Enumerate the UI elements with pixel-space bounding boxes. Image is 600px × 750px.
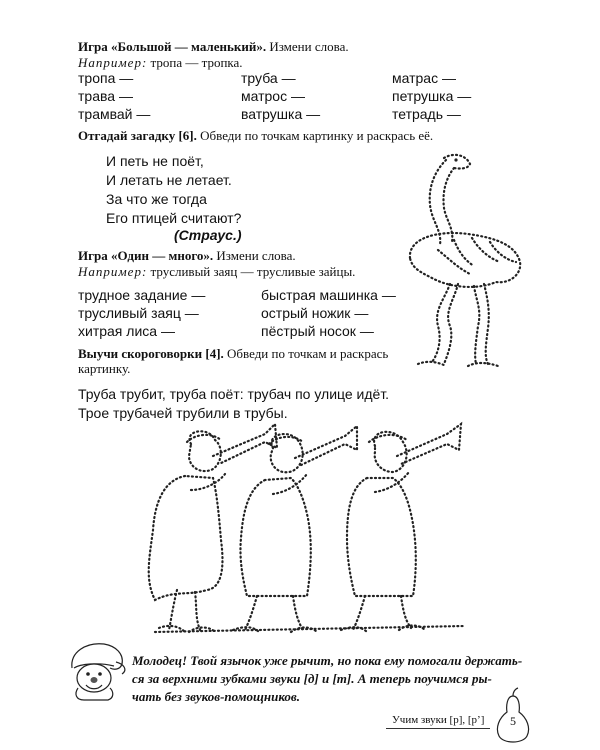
- section2-title-bold: Отгадай загадку [6].: [78, 128, 197, 143]
- section1-title-rest: Измени слова.: [266, 39, 349, 54]
- riddle-line: За что же тогда: [106, 191, 207, 207]
- section3-example-text: трусливый заяц — трусливые зайцы.: [147, 264, 356, 279]
- phrase-cell: острый ножик —: [261, 305, 369, 321]
- page-number: 5: [510, 714, 516, 728]
- word-cell: тропа —: [78, 70, 134, 86]
- word-cell: трава —: [78, 88, 133, 104]
- section3-example: [78, 264, 355, 280]
- section1-title-bold: Игра «Большой — маленький».: [78, 39, 267, 54]
- word-cell: трамвай —: [78, 106, 151, 122]
- footer-rule: [386, 728, 490, 729]
- section2-title-rest: Обведи по точкам картинку и раскрась её.: [196, 128, 434, 143]
- gnome-mascot-icon: [64, 640, 130, 702]
- praise-line: ся за верхними зубками звуки [д] и [т]. А теперь поучимся ры-: [132, 671, 492, 686]
- riddle-line: И летать не летает.: [106, 172, 232, 188]
- section1-example: [78, 55, 243, 71]
- section1-example-text: тропа — тропка.: [147, 55, 243, 70]
- praise-line: чать без звуков-помощников.: [132, 689, 300, 704]
- footer-caption: Учим звуки [р], [р’]: [392, 714, 485, 726]
- word-cell: труба —: [241, 70, 296, 86]
- word-cell: матрос —: [241, 88, 305, 104]
- phrase-cell: трусливый заяц —: [78, 305, 199, 321]
- riddle-line: И петь не поёт,: [106, 153, 204, 169]
- section3-title-bold: Игра «Один — много».: [78, 248, 214, 263]
- section1-title: [78, 39, 349, 55]
- word-cell: ватрушка —: [241, 106, 321, 122]
- praise-line: Молодец! Твой язычок уже рычит, но пока ему помогали держать-: [132, 653, 523, 668]
- section3-title: [78, 248, 296, 264]
- word-cell: петрушка —: [392, 88, 472, 104]
- ostrich-dotted-icon: [398, 150, 528, 372]
- riddle-line: Его птицей считают?: [106, 210, 242, 226]
- phrase-cell: хитрая лиса —: [78, 323, 175, 339]
- word-cell: матрас —: [392, 70, 456, 86]
- phrase-cell: трудное задание —: [78, 287, 206, 303]
- section4-title: [78, 346, 388, 362]
- riddle-answer: (Страус.): [174, 227, 242, 243]
- section2-title: [78, 128, 433, 144]
- tongue-twister: Трое трубачей трубили в трубы.: [78, 405, 288, 421]
- section3-example-label: Например:: [78, 264, 148, 279]
- word-cell: тетрадь —: [392, 106, 461, 122]
- phrase-cell: пёстрый носок —: [261, 323, 374, 339]
- phrase-cell: быстрая машинка —: [261, 287, 396, 303]
- section1-example-label: Например:: [78, 55, 148, 70]
- section3-title-rest: Измени слова.: [213, 248, 296, 263]
- section4-title-line2: картинку.: [78, 361, 131, 376]
- tongue-twister: Труба трубит, труба поёт: трубач по улице идёт.: [78, 386, 390, 402]
- section4-title-bold: Выучи скороговорки [4].: [78, 346, 224, 361]
- section4-title-rest: Обведи по точкам и раскрась: [223, 346, 389, 361]
- trumpeters-dotted-icon: [125, 420, 475, 642]
